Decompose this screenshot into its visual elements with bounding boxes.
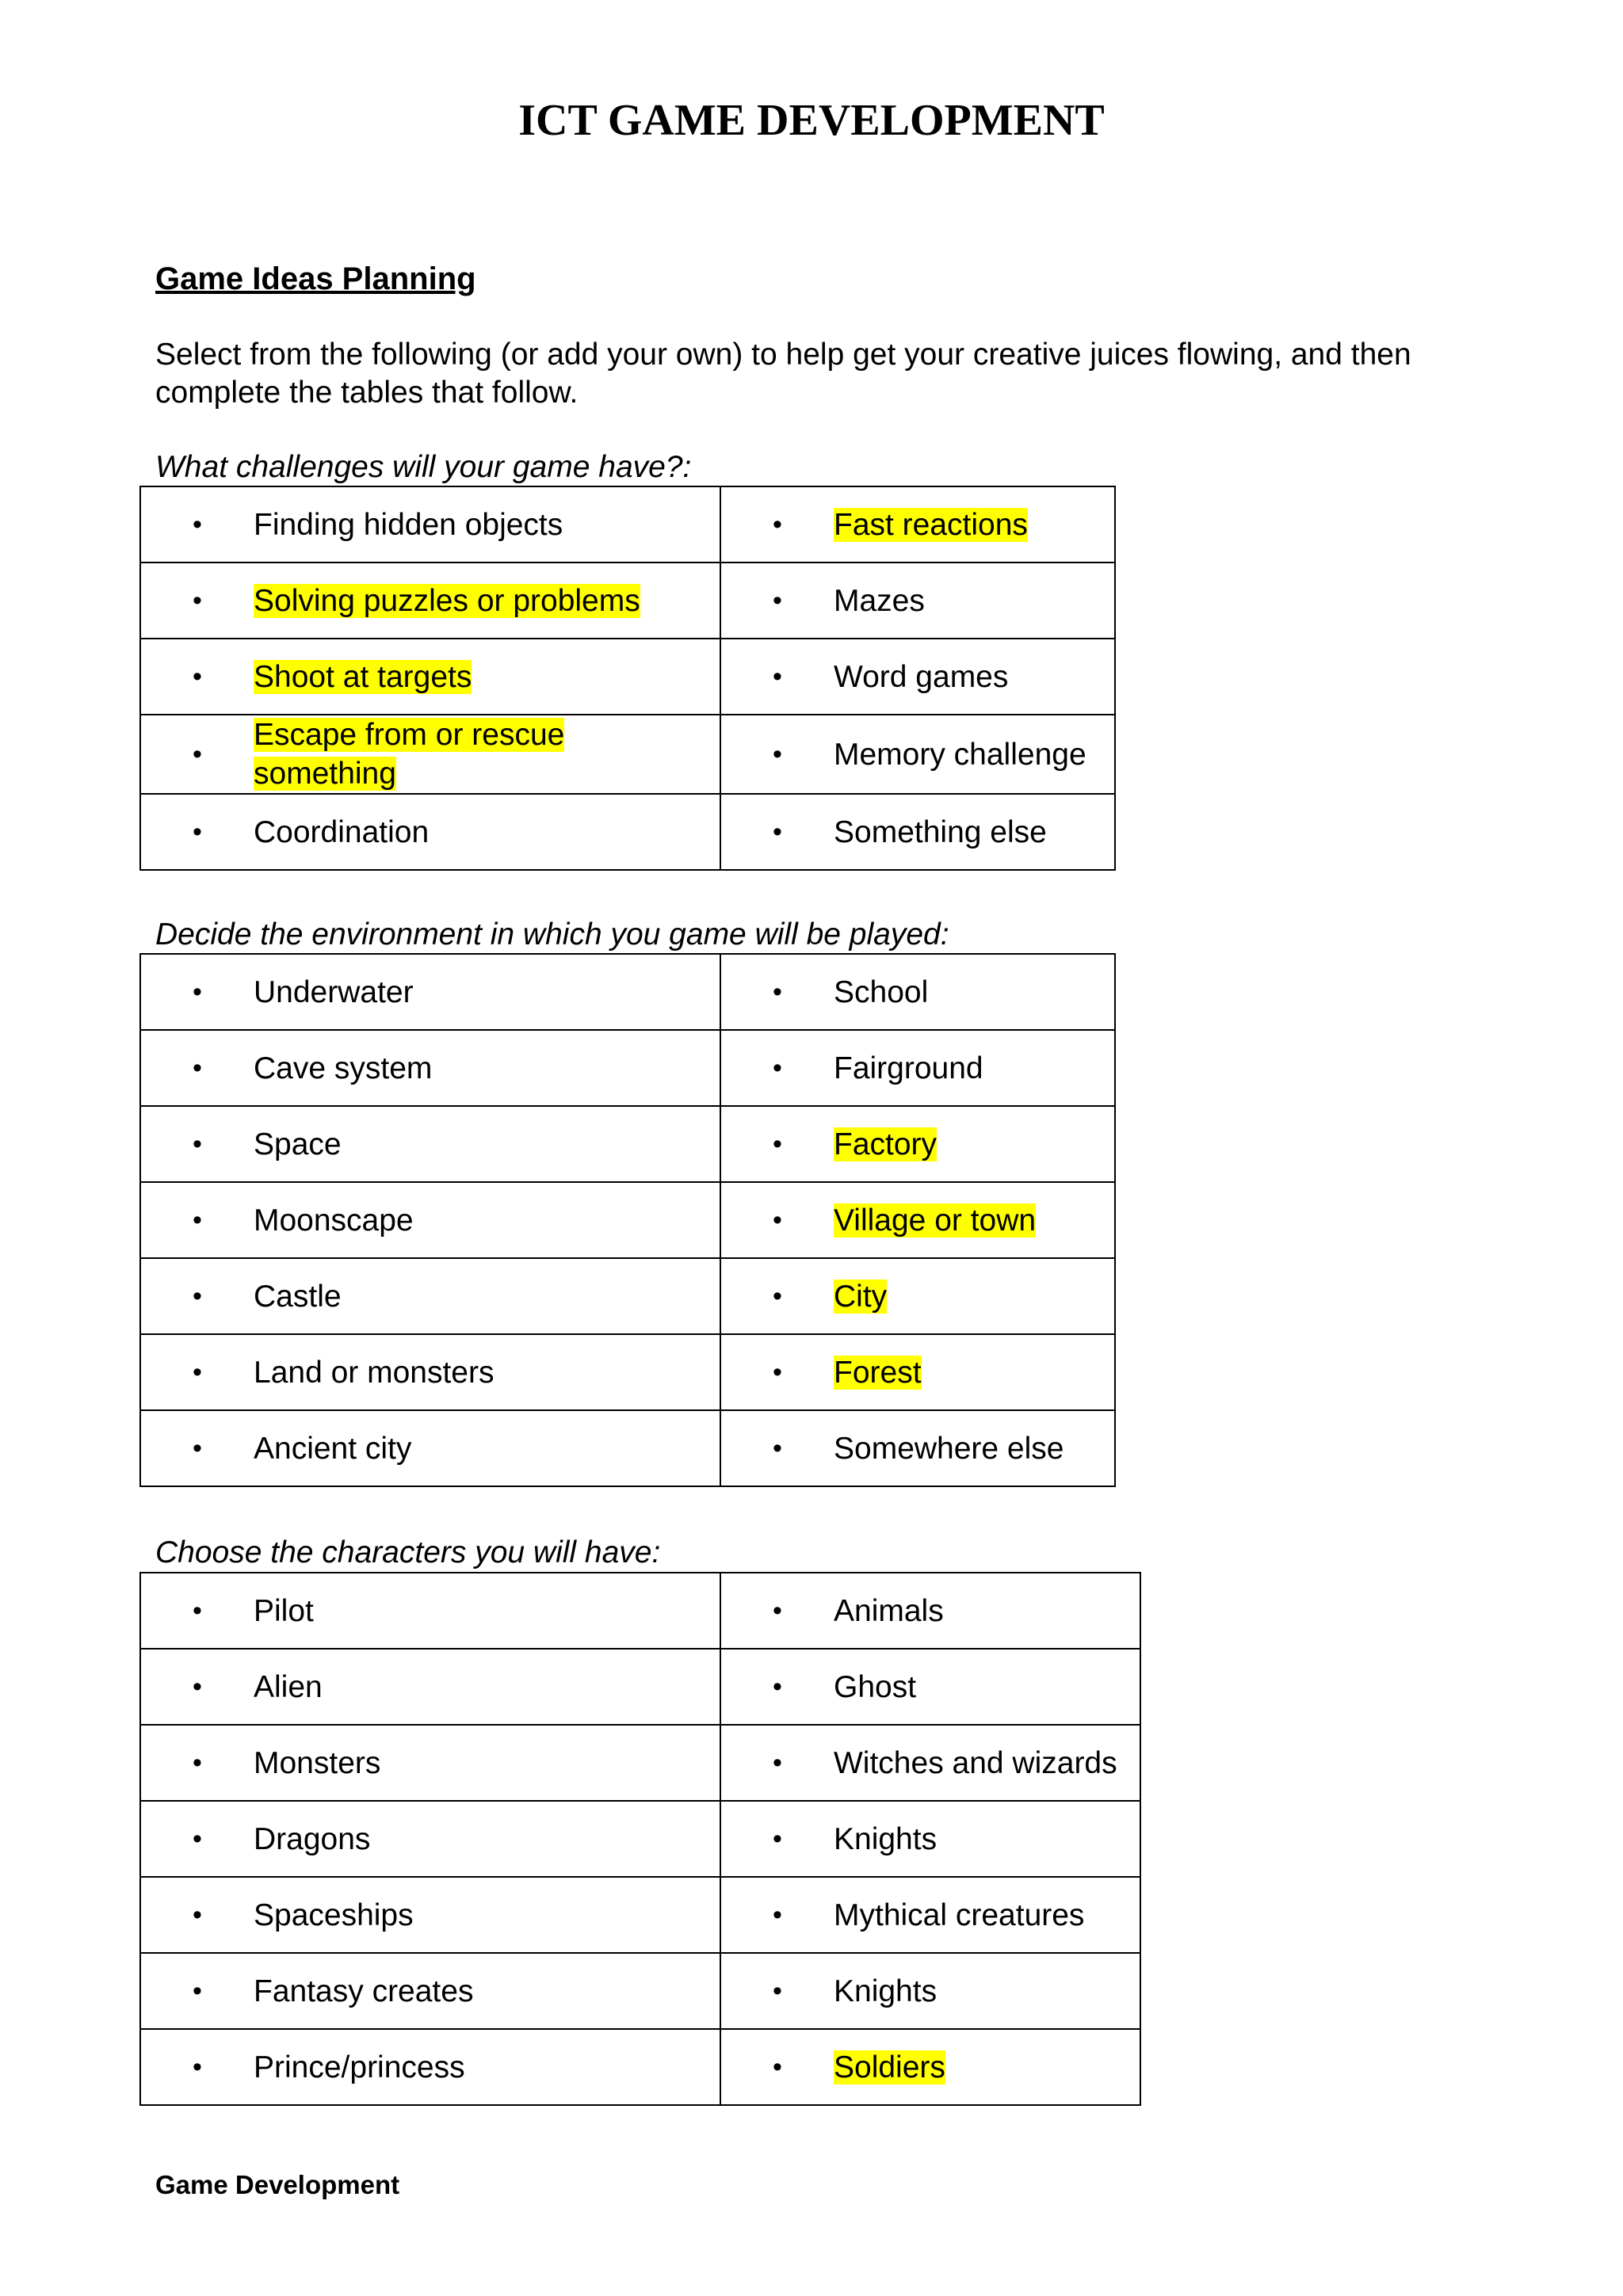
list-item: [721, 1744, 1140, 1783]
option-cell: [140, 1725, 720, 1801]
option-label: Space: [254, 1127, 342, 1161]
list-item: [141, 1201, 720, 1240]
list-item: [721, 973, 1114, 1012]
bullet-icon: •: [193, 1899, 202, 1930]
option-label: Monsters: [254, 1745, 381, 1780]
bullet-icon: •: [193, 585, 202, 616]
bullet-icon: •: [193, 1280, 202, 1311]
option-cell: [140, 563, 720, 639]
bullet-icon: •: [193, 1128, 202, 1159]
option-text: [834, 1744, 1140, 1783]
option-cell: [140, 1649, 720, 1725]
bullet-icon: •: [773, 2051, 782, 2082]
bullet-icon: •: [193, 738, 202, 769]
highlighted-option-label: Solving puzzles or problems: [254, 583, 640, 618]
option-cell: [720, 715, 1115, 794]
list-item: [721, 1277, 1114, 1316]
option-label: Alien: [254, 1669, 323, 1704]
option-text: [254, 2048, 720, 2087]
option-label: Knights: [834, 1974, 938, 2008]
bullet-icon: •: [193, 1204, 202, 1235]
option-label: School: [834, 974, 929, 1009]
option-text: [254, 658, 720, 696]
option-text: [834, 658, 1114, 696]
list-item: [141, 1592, 720, 1630]
bullet-icon: •: [193, 1823, 202, 1854]
option-text: [254, 1972, 720, 2011]
highlighted-option-label: Shoot at targets: [254, 659, 472, 694]
option-cell: [140, 1953, 720, 2029]
list-item: [721, 658, 1114, 696]
option-label: Knights: [834, 1821, 938, 1856]
list-item: [141, 715, 720, 793]
list-item: [141, 813, 720, 852]
option-cell: [140, 1877, 720, 1953]
option-text: [834, 505, 1114, 544]
bullet-icon: •: [193, 1747, 202, 1778]
bullet-icon: •: [773, 1052, 782, 1083]
option-text: [254, 1820, 720, 1859]
bullet-icon: •: [193, 1671, 202, 1702]
challenges-table-body: [140, 486, 1115, 870]
option-cell: [140, 1030, 720, 1106]
option-cell: [720, 1182, 1115, 1258]
bullet-icon: •: [193, 2051, 202, 2082]
option-cell: [140, 486, 720, 563]
list-item: [141, 1353, 720, 1392]
option-cell: [720, 1334, 1115, 1410]
environment-table: [139, 953, 1116, 1487]
option-label: Ancient city: [254, 1431, 412, 1466]
bullet-icon: •: [773, 1204, 782, 1235]
option-label: Spaceships: [254, 1897, 414, 1932]
list-item: [721, 505, 1114, 544]
option-text: [254, 1353, 720, 1392]
option-text: [834, 1668, 1140, 1707]
option-label: Pilot: [254, 1593, 314, 1628]
list-item: [141, 1049, 720, 1088]
option-cell: [140, 1182, 720, 1258]
list-item: [141, 1820, 720, 1859]
bullet-icon: •: [773, 1595, 782, 1626]
highlighted-option-label: Forest: [834, 1355, 922, 1390]
option-text: [254, 1896, 720, 1935]
option-cell: [720, 794, 1115, 870]
list-item: [721, 1429, 1114, 1468]
list-item: [141, 505, 720, 544]
list-item: [141, 658, 720, 696]
option-row: [140, 486, 1115, 563]
option-text: [834, 1201, 1114, 1240]
option-label: Finding hidden objects: [254, 507, 563, 542]
option-label: Dragons: [254, 1821, 371, 1856]
bullet-icon: •: [773, 585, 782, 616]
option-text: [834, 1277, 1114, 1316]
option-row: [140, 1258, 1115, 1334]
option-row: [140, 1801, 1140, 1877]
option-cell: [140, 1410, 720, 1486]
list-item: [721, 1125, 1114, 1164]
option-row: [140, 1725, 1140, 1801]
option-cell: [140, 954, 720, 1030]
option-label: Animals: [834, 1593, 944, 1628]
environment-caption: Decide the environment in which you game will be played:: [155, 917, 949, 952]
option-text: [834, 1972, 1140, 2011]
option-cell: [720, 1030, 1115, 1106]
option-text: [254, 1125, 720, 1164]
list-item: [721, 1972, 1140, 2011]
bullet-icon: •: [193, 1356, 202, 1387]
bullet-icon: •: [773, 738, 782, 769]
option-cell: [140, 2029, 720, 2105]
document-title: ICT GAME DEVELOPMENT: [518, 96, 1105, 145]
option-label: Word games: [834, 659, 1009, 694]
option-text: [834, 1592, 1140, 1630]
option-cell: [140, 1334, 720, 1410]
option-cell: [140, 715, 720, 794]
bullet-icon: •: [193, 509, 202, 540]
option-row: [140, 1182, 1115, 1258]
bullet-icon: •: [193, 1432, 202, 1463]
option-cell: [720, 1801, 1140, 1877]
list-item: [141, 1972, 720, 2011]
bullet-icon: •: [193, 1595, 202, 1626]
option-text: [834, 1429, 1114, 1468]
option-text: [254, 973, 720, 1012]
list-item: [141, 1668, 720, 1707]
bullet-icon: •: [193, 816, 202, 847]
option-row: [140, 2029, 1140, 2105]
list-item: [721, 735, 1114, 774]
option-text: [254, 505, 720, 544]
highlighted-option-label: Village or town: [834, 1203, 1037, 1238]
highlighted-option-label: Factory: [834, 1127, 938, 1161]
option-cell: [720, 2029, 1140, 2105]
option-row: [140, 639, 1115, 715]
option-label: Land or monsters: [254, 1355, 495, 1390]
bullet-icon: •: [773, 1432, 782, 1463]
option-row: [140, 1334, 1115, 1410]
option-row: [140, 1106, 1115, 1182]
option-row: [140, 794, 1115, 870]
option-label: Cave system: [254, 1051, 433, 1085]
option-row: [140, 1649, 1140, 1725]
list-item: [721, 1896, 1140, 1935]
list-item: [141, 1125, 720, 1164]
list-item: [141, 973, 720, 1012]
bullet-icon: •: [773, 1356, 782, 1387]
option-text: [834, 1820, 1140, 1859]
option-text: [254, 1201, 720, 1240]
bullet-icon: •: [193, 1052, 202, 1083]
characters-table: [139, 1572, 1141, 2106]
bullet-icon: •: [773, 1671, 782, 1702]
option-cell: [140, 794, 720, 870]
characters-table-body: [140, 1573, 1140, 2105]
bullet-icon: •: [773, 509, 782, 540]
characters-caption: Choose the characters you will have:: [155, 1535, 661, 1569]
option-text: [254, 1429, 720, 1468]
option-cell: [720, 954, 1115, 1030]
option-label: Fantasy creates: [254, 1974, 474, 2008]
bullet-icon: •: [773, 816, 782, 847]
option-text: [834, 973, 1114, 1012]
option-cell: [720, 639, 1115, 715]
challenges-table: [139, 486, 1116, 871]
option-text: [254, 715, 720, 793]
option-text: [254, 1592, 720, 1630]
option-text: [254, 1668, 720, 1707]
option-cell: [140, 1801, 720, 1877]
option-label: Coordination: [254, 814, 430, 849]
list-item: [721, 1201, 1114, 1240]
option-text: [254, 1277, 720, 1316]
bullet-icon: •: [773, 1128, 782, 1159]
option-row: [140, 1573, 1140, 1649]
option-label: Something else: [834, 814, 1047, 849]
option-row: [140, 1877, 1140, 1953]
list-item: [141, 1277, 720, 1316]
option-cell: [720, 1573, 1140, 1649]
option-text: [254, 1049, 720, 1088]
bullet-icon: •: [773, 1975, 782, 2006]
option-cell: [140, 1573, 720, 1649]
list-item: [721, 582, 1114, 620]
option-row: [140, 715, 1115, 794]
option-text: [254, 1744, 720, 1783]
list-item: [721, 1592, 1140, 1630]
option-label: Mazes: [834, 583, 925, 618]
bullet-icon: •: [193, 976, 202, 1007]
option-row: [140, 1410, 1115, 1486]
challenges-caption: What challenges will your game have?:: [155, 450, 692, 484]
option-cell: [720, 1953, 1140, 2029]
option-cell: [720, 1410, 1115, 1486]
list-item: [141, 1429, 720, 1468]
option-label: Ghost: [834, 1669, 917, 1704]
option-text: [834, 735, 1114, 774]
list-item: [141, 1896, 720, 1935]
list-item: [141, 582, 720, 620]
option-label: Somewhere else: [834, 1431, 1064, 1466]
bullet-icon: •: [773, 1899, 782, 1930]
list-item: [141, 1744, 720, 1783]
option-text: [834, 1353, 1114, 1392]
highlighted-option-label: City: [834, 1279, 888, 1314]
highlighted-option-label: Escape from or rescue something: [254, 718, 565, 791]
option-label: Castle: [254, 1279, 342, 1314]
list-item: [721, 1668, 1140, 1707]
option-text: [834, 813, 1114, 852]
option-row: [140, 1953, 1140, 2029]
section-heading: Game Ideas Planning: [155, 261, 476, 296]
option-text: [834, 1049, 1114, 1088]
bullet-icon: •: [773, 976, 782, 1007]
option-cell: [140, 639, 720, 715]
option-text: [834, 1896, 1140, 1935]
option-label: Fairground: [834, 1051, 983, 1085]
option-cell: [720, 1106, 1115, 1182]
bullet-icon: •: [773, 661, 782, 692]
option-cell: [720, 1649, 1140, 1725]
option-label: Memory challenge: [834, 737, 1086, 772]
option-text: [254, 813, 720, 852]
list-item: [721, 813, 1114, 852]
option-label: Witches and wizards: [834, 1745, 1117, 1780]
list-item: [721, 1820, 1140, 1859]
option-text: [834, 582, 1114, 620]
option-row: [140, 954, 1115, 1030]
list-item: [721, 1049, 1114, 1088]
list-item: [721, 1353, 1114, 1392]
option-cell: [720, 486, 1115, 563]
option-cell: [720, 1877, 1140, 1953]
page-footer: Game Development: [155, 2170, 400, 2199]
option-row: [140, 1030, 1115, 1106]
option-label: Prince/princess: [254, 2050, 465, 2084]
option-label: Moonscape: [254, 1203, 414, 1238]
environment-table-body: [140, 954, 1115, 1486]
option-cell: [140, 1106, 720, 1182]
bullet-icon: •: [773, 1280, 782, 1311]
option-text: [834, 1125, 1114, 1164]
highlighted-option-label: Soldiers: [834, 2050, 945, 2084]
option-cell: [720, 1725, 1140, 1801]
option-cell: [720, 563, 1115, 639]
option-cell: [720, 1258, 1115, 1334]
option-label: Mythical creatures: [834, 1897, 1085, 1932]
intro-paragraph: Select from the following (or add your own) to help get your creative juices flowing, and then complete the tables that follow.: [155, 338, 1411, 410]
option-row: [140, 563, 1115, 639]
highlighted-option-label: Fast reactions: [834, 507, 1028, 542]
bullet-icon: •: [773, 1747, 782, 1778]
option-text: [834, 2048, 1140, 2087]
option-cell: [140, 1258, 720, 1334]
option-text: [254, 582, 720, 620]
bullet-icon: •: [193, 661, 202, 692]
bullet-icon: •: [773, 1823, 782, 1854]
bullet-icon: •: [193, 1975, 202, 2006]
list-item: [721, 2048, 1140, 2087]
option-label: Underwater: [254, 974, 414, 1009]
list-item: [141, 2048, 720, 2087]
